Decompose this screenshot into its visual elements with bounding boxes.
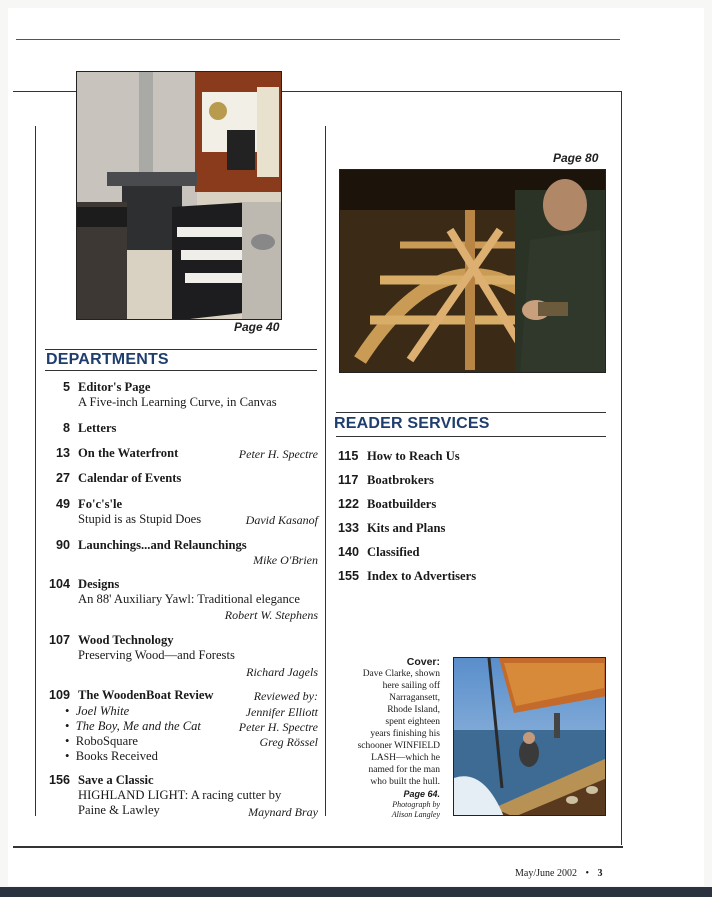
- cover-line: named for the man: [368, 765, 440, 775]
- service-page-num: 140: [338, 545, 360, 559]
- service-title: Boatbrokers: [367, 473, 434, 487]
- dept-page-num: 8: [62, 421, 70, 435]
- dept-entry: [78, 421, 318, 436]
- cover-line: Narragansett,: [389, 693, 440, 703]
- review-bullet-item: [65, 734, 205, 749]
- departments-rule-top: [45, 349, 317, 350]
- dept-author: Peter H. Spectre: [238, 447, 318, 461]
- service-page-num: 133: [338, 521, 360, 535]
- bottom-frame-rule: [13, 846, 623, 848]
- reviewer-name: Jennifer Elliott: [245, 705, 318, 719]
- service-page-num: 122: [338, 497, 360, 511]
- cover-page-ref: Page 64.: [403, 789, 440, 799]
- review-bullet-item: [65, 704, 205, 719]
- magazine-page: [8, 8, 704, 886]
- right-frame-rule: [621, 91, 622, 845]
- dept-title: Wood Technology: [78, 633, 174, 647]
- galley-illustration: [77, 72, 282, 320]
- bullet-dot: •: [65, 704, 76, 718]
- dept-page-num: 49: [55, 497, 70, 511]
- reviewed-by-label: Reviewed by:: [253, 689, 318, 703]
- review-bullet-item: [65, 749, 205, 764]
- dept-title: Launchings...and Relaunchings: [78, 538, 247, 552]
- cover-line: here sailing off: [382, 681, 440, 691]
- dept-author: Maynard Bray: [248, 805, 318, 819]
- cover-sailing-photo: [453, 657, 606, 816]
- dept-entry: [78, 633, 318, 663]
- dept-subtitle: A Five-inch Learning Curve, in Canvas: [78, 395, 277, 409]
- cover-label: Cover:: [406, 656, 440, 668]
- bullet-dot: •: [65, 719, 76, 733]
- cover-line: Rhode Island,: [387, 705, 440, 715]
- dept-subtitle: An 88' Auxiliary Yawl: Traditional elegance: [78, 592, 300, 606]
- cover-line: years finishing his: [370, 729, 440, 739]
- review-item-text: Books Received: [75, 749, 158, 763]
- dept-title: Fo'c's'le: [78, 497, 123, 511]
- dept-title: Save a Classic: [78, 773, 154, 787]
- dept-author: Richard Jagels: [246, 665, 318, 679]
- photo-credit-name: Alison Langley: [391, 810, 440, 819]
- sailing-illustration: [454, 658, 606, 816]
- frames-page-ref: Page 80: [553, 151, 599, 165]
- bullet-dot: •: [65, 734, 76, 748]
- dept-page-num: 107: [48, 633, 70, 647]
- service-title: How to Reach Us: [367, 449, 460, 463]
- dept-subtitle: Stupid is as Stupid Does: [78, 512, 202, 526]
- reviewer-name: Peter H. Spectre: [238, 720, 318, 734]
- dept-entry: [78, 471, 318, 486]
- dept-page-num: 5: [62, 380, 70, 394]
- folio: [515, 868, 602, 879]
- cover-line: schooner WINFIELD: [357, 741, 440, 751]
- cover-line: LASH—which he: [371, 753, 440, 763]
- service-page-num: 115: [338, 449, 359, 463]
- center-column-rule: [325, 126, 326, 816]
- reviewer-name: Greg Rössel: [259, 735, 318, 749]
- service-page-num: 155: [338, 569, 360, 583]
- dept-subtitle: Preserving Wood—and Forests: [78, 648, 235, 662]
- service-page-num: 117: [338, 473, 359, 487]
- issue-date: May/June 2002: [515, 868, 577, 879]
- departments-rule-bottom: [45, 370, 317, 371]
- top-rule: [16, 39, 620, 40]
- dept-page-num: 13: [55, 446, 70, 460]
- dept-page-num: 109: [48, 688, 70, 702]
- dept-title: The WoodenBoat Review: [78, 688, 214, 702]
- folio-bullet: •: [585, 868, 589, 879]
- review-item-text: Joel White: [75, 704, 130, 718]
- dept-page-num: 156: [48, 773, 70, 787]
- service-title: Classified: [367, 545, 420, 559]
- page-number: 3: [597, 868, 603, 879]
- dept-title: Editor's Page: [78, 380, 151, 394]
- review-item-text: The Boy, Me and the Cat: [75, 719, 201, 733]
- dept-entry: [78, 380, 318, 410]
- service-title: Boatbuilders: [367, 497, 437, 511]
- cover-caption: [330, 656, 440, 820]
- service-title: Index to Advertisers: [367, 569, 477, 583]
- reader-services-rule-bottom: [336, 436, 606, 437]
- galley-page-ref: Page 40: [234, 320, 280, 334]
- dept-subtitle: HIGHLAND LIGHT: A racing cutter by: [78, 788, 282, 802]
- galley-photo: [76, 71, 282, 320]
- reader-services-rule-top: [336, 412, 606, 413]
- dept-title: Designs: [78, 577, 120, 591]
- dept-author: Robert W. Stephens: [224, 608, 318, 622]
- cover-line: Dave Clarke, shown: [362, 669, 440, 679]
- dept-author: Mike O'Brien: [253, 553, 318, 567]
- frames-illustration: [340, 170, 606, 373]
- dept-page-num: 27: [55, 471, 70, 485]
- dept-title: On the Waterfront: [78, 446, 179, 460]
- dept-entry: [78, 577, 323, 607]
- dept-page-num: 104: [48, 577, 70, 591]
- cover-line: who built the hull.: [370, 777, 440, 787]
- reader-services-heading: READER SERVICES: [334, 415, 490, 432]
- viewer-bottom-bar: [0, 887, 712, 897]
- photo-credit: Photograph by: [392, 800, 440, 809]
- dept-entry: [78, 538, 318, 553]
- departments-heading: DEPARTMENTS: [46, 351, 169, 368]
- cover-line: spent eighteen: [385, 717, 440, 727]
- dept-author: David Kasanof: [245, 513, 318, 527]
- dept-title: Calendar of Events: [78, 471, 182, 485]
- dept-page-num: 90: [55, 538, 70, 552]
- review-item-text: RoboSquare: [75, 734, 138, 748]
- dept-subtitle-line2: Paine & Lawley: [78, 803, 160, 817]
- boat-frames-photo: [339, 169, 606, 373]
- service-title: Kits and Plans: [367, 521, 446, 535]
- bullet-dot: •: [65, 749, 76, 763]
- dept-title: Letters: [78, 421, 117, 435]
